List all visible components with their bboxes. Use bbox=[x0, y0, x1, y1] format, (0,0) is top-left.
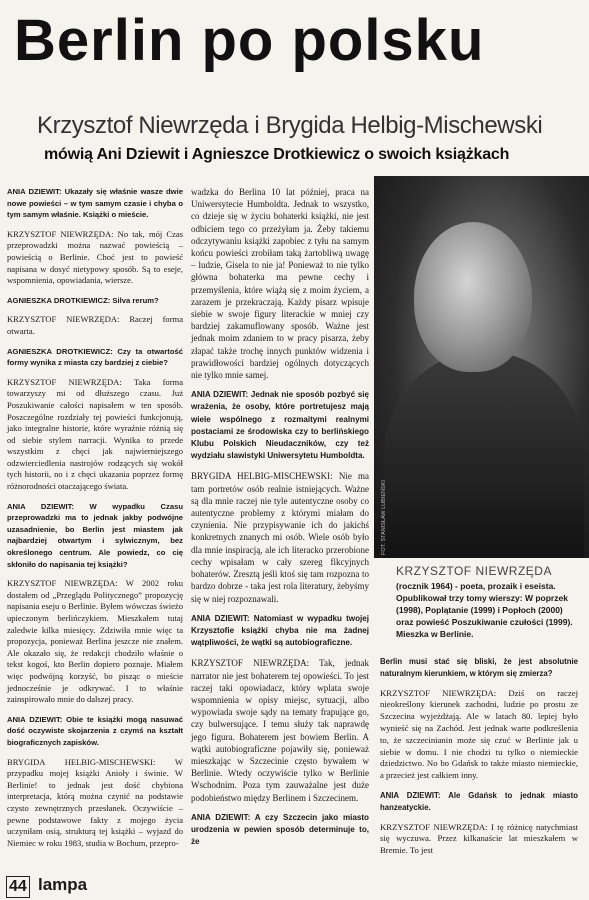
question-paragraph: ANIA DZIEWIT: Ukazały się właśnie wasze dwie nowe powieści – w tym samym czasie i chyba o tym samym właśnie. Książki o mieście. bbox=[7, 187, 183, 220]
answer-paragraph: KRZYSZTOF NIEWRZĘDA: W 2002 roku dostałem od „Przeglądu Politycznego” propozycję napisania eseju o Berlinie. Byłem wówczas świeżo upieczonym berlińczykiem. Mieszkałem tutaj zaledwie kilka miesięcy. Zdziwiła mnie więc ta propozycja, ponieważ Berlina jeszcze nie znałem. Ale okazało się, że redakcji chodziło właśnie o tekst kogoś, kto Berlin dopiero poznaje. Miałem więc podwójną korzyść, bo pisząc o mieście jednocześnie je odkrywać. I to właśnie zainspirowało mnie do dalszej pracy. bbox=[7, 578, 183, 705]
answer-paragraph: KRZYSZTOF NIEWRZĘDA: Taka forma towarzyszy mi od dłuższego czasu. Już Poszukiwanie całości napisałem w ten sposób. Poszczególne rozdziały tej powieści funkcjonują, jako integralne historie, które wyraźnie różnią się od siebie stylem narracji. Wynika to przede wszystkim z chęci jak najwierniejszego odzwierciedlenia nastrojów rodzących się wokół tych historii, no i z chęci ukazania poprzez formę różnorodności otaczającego świata. bbox=[7, 376, 183, 492]
photo-shoulders bbox=[384, 352, 584, 558]
question-paragraph: AGNIESZKA DROTKIEWICZ: Silva rerum? bbox=[7, 295, 159, 305]
magazine-name: lampa bbox=[38, 875, 88, 894]
page-footer bbox=[0, 870, 589, 900]
photo-head bbox=[414, 222, 532, 372]
subheading: mówią Ani Dziewit i Agnieszce Drotkiewicz o swoich książkach bbox=[44, 146, 510, 163]
answer-paragraph: wadzka do Berlina 10 lat później, praca na Uniwersytecie Humboldta. Jednak to wszystko, co dzieje się w życiu bohaterki książki, nie jest odbiciem tego co przeżyłam ja. Żeby takiemu odczytywaniu książki zapobiec z tyłu na samym końcu powieści zrobiłam taką żartobliwą uwagę – ludzie, Gisela to nie ja! Ponieważ to nie tylko główna bohaterka ma pewne cechy i przemyślenia, które wiążą się z moim życiem, a zarazem je przekraczają. Każdy pisarz wpisuje siebie w swoje figury literackie w mniej czy bardziej zakamuflowany sposób. Ważne jest jednak moim zdaniem to w pracy pisarza, żeby złapać także trochę innych punktów widzenia i prawidłowości bardziej ogólnych dotyczących nie tylko mnie samej. bbox=[191, 187, 369, 381]
article-title: Berlin po polsku bbox=[14, 8, 485, 73]
photo-caption bbox=[396, 565, 580, 640]
answer-paragraph: KRZYSZTOF NIEWRZĘDA: Tak, jednak narrator nie jest bohaterem tej opowieści. To jest raczej taki opowiadacz, który wplata swoje wspomnienia w opisy miejsc, sytuacji, albo wypowiada swoje sądy na tematy frapujące go, czy bulwersujące. I temu służy tak naprawdę jego figura. Bohaterem jest bowiem Berlin. A wątki autobiograficzne pojawiły się, ponieważ mieszkając w Szczecinie często bywałem w Berlinie. Wtedy oczywiście tylko w Berlinie Wschodnim. Poza tym zauważalne jest duże podobieństwo między Berlinem i Szczecinem. bbox=[191, 658, 369, 803]
question-paragraph: ANIA DZIEWIT: W wypadku Czasu przeprowadzki ma to jednak jakby podwójne uzasadnienie, bo Berlin jest miastem jak najbardziej otwartym i sylwicznym, bez określonego centrum. Ale powiedz, co cię skłoniło do napisania tej książki? bbox=[7, 501, 183, 569]
question-paragraph: ANIA DZIEWIT: Ale Gdańsk to jednak miasto hanzeatyckie. bbox=[380, 790, 578, 812]
question-paragraph: ANIA DZIEWIT: Obie te książki mogą nasuwać dość oczywiste skojarzenia z czymś na kształt biograficznych zapisków. bbox=[7, 714, 183, 747]
author-photo bbox=[374, 176, 589, 558]
text-column-1 bbox=[7, 186, 183, 857]
question-paragraph: ANIA DZIEWIT: A czy Szczecin jako miasto urodzenia w pewien sposób determinuje to, że bbox=[191, 812, 369, 847]
answer-paragraph: BRYGIDA HELBIG-MISCHEWSKI: Nie ma tam portretów osób realnie istniejących. Ważne są dla mnie raczej nie tyle autentyczne osoby co autentyczne problemy z którymi miałam do czynienia. Nie przypisywanie ich do jakichś konkretnych znanych mi osób. Wiele osób było dla mnie inspiracją, ale ich literacko przerobione cechy wpisałam w cały szereg fikcyjnych bohaterów. Zresztą jeśli ktoś się tam rozpozna to bardzo dobrze - taka jest rola literatury, żebyśmy się w niej rozpoznawali. bbox=[191, 471, 369, 604]
question-paragraph: Berlin musi stać się bliski, że jest absolutnie naturalnym kierunkiem, w którym się zmierza? bbox=[380, 657, 578, 678]
answer-paragraph: KRZYSZTOF NIEWRZĘDA: Raczej forma otwarta. bbox=[7, 314, 183, 336]
authors-heading: Krzysztof Niewrzęda i Brygida Helbig-Mischewski bbox=[37, 112, 543, 139]
caption-bio: (rocznik 1964) - poeta, prozaik i eseista. Opublikował trzy tomy wierszy: W poprzek (1998), Poplątanie (1999) i Popłoch (2000) oraz powieść Poszukiwanie czułości (1999). Mieszka w Berlinie. bbox=[396, 581, 573, 639]
question-paragraph: AGNIESZKA DROTKIEWICZ: Czy ta otwartość formy wynika z miasta czy bardziej z ciebie? bbox=[7, 346, 183, 368]
answer-paragraph: KRZYSZTOF NIEWRZĘDA: No tak, mój Czas przeprowadzki można nazwać powieścią – powieścią o Berlinie. Choć jest to powieść napisana w dosyć nietypowy sposób. Są to eseje, wspomnienia, opowiadania, wiersze. bbox=[7, 228, 183, 286]
answer-paragraph: KRZYSZTOF NIEWRZĘDA: Dziś on raczej nieokreślony kierunek zachodni, ludzie po prostu ze Szczecina wyjeżdżają. Ale w latach 80. lepiej było wynieść się na Zachód. Jest jednak warte podkreślenia to, że szczecinianin może się czuć w Berlinie jak u siebie w domu. I nie chodzi tu tylko o niemieckie dziedzictwo. No bo Gdańsk to także miasto niemieckie, a przecież jest całkiem inny. bbox=[380, 687, 578, 781]
answer-paragraph: BRYGIDA HELBIG-MISCHEWSKI: W przypadku mojej książki Anioły i świnie. W Berlinie! to jednak jest dość chybiona interpretacja, którą można czynić na podstawie czysto zewnętrznych przesłanek. Oczywiście – pewne podstawowe fakty z mojego życia uczyniłam osią, strukturą tej książki – wyjazd do Niemiec w roku 1983, studia w Bochum, przepro- bbox=[7, 756, 183, 848]
text-column-3 bbox=[380, 656, 578, 865]
caption-name: KRZYSZTOF NIEWRZĘDA bbox=[396, 564, 552, 578]
page-number: 44 bbox=[6, 876, 30, 898]
question-paragraph: ANIA DZIEWIT: Natomiast w wypadku twojej Krzysztofie książki chyba nie ma żadnej wątpliwości, że wątki są autobiograficzne. bbox=[191, 613, 369, 648]
question-paragraph: ANIA DZIEWIT: Jednak nie sposób pozbyć się wrażenia, że osoby, które portretujesz mają wiele wspólnego z rozmaitymi realnymi postaciami ze środowiska czy to berlińskiego Klubu Polskich Nieudaczników, czy też wydziału slawistyki Uniwersytetu Humboldta. bbox=[191, 390, 369, 461]
answer-paragraph: KRZYSZTOF NIEWRZĘDA: I tę różnicę natychmiast się wyczuwa. Przez kilkanaście lat mieszkałem w Bremie. To jest bbox=[380, 821, 578, 856]
text-column-2 bbox=[191, 186, 369, 856]
photo-credit: FOT. bbox=[381, 543, 387, 555]
